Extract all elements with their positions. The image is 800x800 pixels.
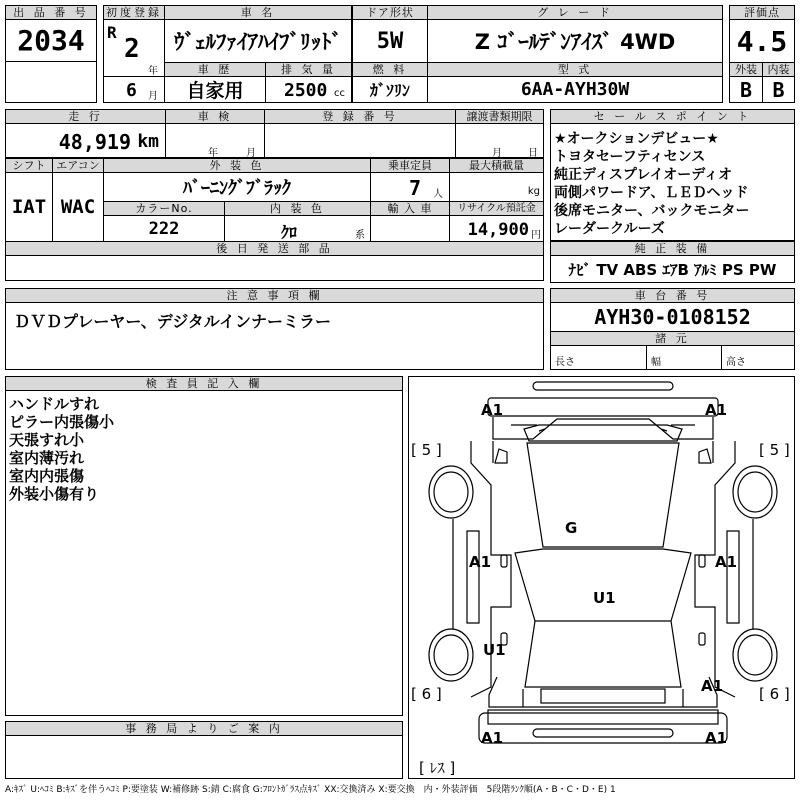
chassis-value: AYH30-0108152: [550, 302, 795, 332]
reg-month: 6: [126, 80, 137, 101]
capacity-value: 7: [409, 176, 422, 200]
interior: [224, 215, 371, 242]
sales-points: [550, 123, 795, 241]
car-name-label: 車 名: [164, 5, 352, 20]
fuel-value: ｶﾞｿﾘﾝ: [352, 76, 428, 103]
interior-label: 内 装 色: [224, 201, 371, 216]
sales-line: 後席モニター、バックモニター: [554, 203, 750, 219]
car-name: ｳﾞｪﾙﾌｧｲｱﾊｲﾌﾞﾘｯﾄﾞ: [164, 19, 352, 63]
door-value: 5W: [352, 19, 428, 63]
reg-month-unit: 月: [148, 91, 158, 102]
import-label: 輸 入 車: [370, 201, 450, 216]
sales-label: セ ー ル ス ポ イ ン ト: [550, 109, 795, 124]
displacement: [265, 76, 352, 103]
displacement-unit: cc: [334, 88, 345, 99]
shift-label: シフト: [5, 158, 53, 173]
tire-front-left: [ 5 ]: [411, 441, 442, 459]
height-cell: [721, 345, 795, 370]
first-reg-label: 初度登録: [103, 5, 165, 20]
recycle: [449, 215, 544, 242]
tire-rear-left: [ 6 ]: [411, 685, 442, 703]
recycle-unit: 円: [531, 230, 541, 241]
sales-line: レーダークルーズ: [554, 221, 665, 237]
grade-value: Z ｺﾞｰﾙﾃﾞﾝｱｲｽﾞ 4WD: [427, 19, 723, 63]
later-parts-value: [5, 255, 544, 281]
reg-year: 2: [124, 34, 140, 64]
equipment-value: ﾅﾋﾞ TV ABS ｴｱB ｱﾙﾐ PS PW: [550, 255, 795, 283]
displacement-label: 排 気 量: [265, 62, 352, 77]
later-parts-label: 後 日 発 送 部 品: [5, 241, 544, 256]
fuel-label: 燃 料: [352, 62, 428, 77]
inspector-line: 室内薄汚れ: [9, 449, 85, 467]
payload-unit: kg: [527, 186, 540, 197]
history-label: 車 歴: [164, 62, 266, 77]
equipment-label: 純 正 装 備: [550, 241, 795, 256]
inspector-line: ピラー内張傷小: [9, 413, 115, 431]
length-label: 長さ: [555, 357, 575, 368]
mark-side-right: A1: [715, 553, 738, 571]
mark-bottom-left: A1: [481, 729, 504, 747]
notes-label: 注 意 事 項 欄: [5, 288, 544, 303]
capacity: [370, 172, 450, 202]
mark-bottom-right: A1: [705, 729, 728, 747]
chassis-label: 車 台 番 号: [550, 288, 795, 303]
ext-value: B: [729, 76, 763, 103]
lot-number-label: 出 品 番 号: [5, 5, 97, 20]
mark-rear-left: U1: [483, 641, 506, 659]
office-box: [5, 735, 403, 779]
inspector-label: 検 査 員 記 入 欄: [5, 376, 403, 391]
mileage-value: 48,919: [58, 130, 131, 154]
lot-number: 2034: [5, 19, 97, 62]
displacement-value: 2500: [284, 80, 328, 101]
spare-tire: [ ﾚｽ ]: [419, 759, 456, 777]
height-label: 高さ: [726, 357, 746, 368]
reg-no-value: [264, 123, 456, 158]
ext-label: 外装: [729, 62, 763, 77]
office-label: 事 務 局 よ り ご 案 内: [5, 721, 403, 736]
import-value: [370, 215, 450, 242]
transfer-month-unit: 月: [492, 148, 502, 158]
sales-line: 両側パワードア、ＬＥＤヘッド: [554, 185, 749, 201]
mark-front-left: A1: [481, 401, 504, 419]
mark-rear-right: A1: [701, 677, 724, 695]
inspector-line: ハンドルすれ: [9, 395, 100, 413]
capacity-label: 乗車定員: [370, 158, 450, 173]
reg-no-label: 登 録 番 号: [264, 109, 456, 124]
recycle-value: 14,900: [467, 220, 529, 240]
lot-number-blank: [5, 61, 97, 103]
payload-label: 最大積載量: [449, 158, 544, 173]
inspection-month-unit: 月: [246, 148, 256, 158]
payload: [449, 172, 544, 202]
inspection-label: 車 検: [165, 109, 265, 124]
transfer: [455, 123, 544, 158]
recycle-label: リサイクル預託金: [449, 201, 544, 216]
length-cell: [550, 345, 647, 370]
era: R: [107, 23, 117, 42]
mileage-label: 走 行: [5, 109, 166, 124]
mileage-unit: km: [137, 131, 159, 152]
inspector-line: 室内内張傷: [9, 467, 85, 485]
mark-front-right: A1: [705, 401, 728, 419]
mileage: [5, 123, 166, 158]
car-outline: [409, 377, 796, 780]
door-label: ドア形状: [352, 5, 428, 20]
sales-line: トヨタセーフティセンス: [554, 149, 706, 165]
int-value: B: [762, 76, 795, 103]
sales-line: 純正ディスプレイオーディオ: [554, 167, 733, 183]
color-no-label: カラーNo.: [103, 201, 225, 216]
sales-line: ★オークションデビュー★: [554, 131, 719, 147]
inspection-year-unit: 年: [208, 148, 218, 158]
inspector-line: 天張すれ小: [9, 431, 85, 449]
width-label: 幅: [651, 357, 661, 368]
score-label: 評価点: [729, 5, 795, 20]
inspector-box: [5, 390, 403, 716]
notes-box: [5, 302, 544, 370]
score-value: 4.5: [729, 19, 795, 63]
ac-value: WAC: [52, 172, 104, 242]
color-no-value: 222: [103, 215, 225, 242]
model-value: 6AA-AYH30W: [427, 76, 723, 103]
grade-label: グ レ ー ド: [427, 5, 723, 20]
mark-roof: G: [565, 519, 578, 537]
transfer-day-unit: 日: [528, 148, 538, 158]
tire-rear-right: [ 6 ]: [759, 685, 790, 703]
transfer-label: 譲渡書類期限: [455, 109, 544, 124]
tire-front-right: [ 5 ]: [759, 441, 790, 459]
color-value: ﾊﾞｰﾆﾝｸﾞﾌﾞﾗｯｸ: [103, 172, 371, 202]
width-cell: [646, 345, 722, 370]
shift-value: IAT: [5, 172, 53, 242]
first-reg-month: [103, 76, 165, 103]
notes-value: ＤＶＤプレーヤー、デジタルインナーミラー: [14, 312, 331, 331]
history-value: 自家用: [164, 76, 266, 103]
mark-side-left: A1: [469, 553, 492, 571]
interior-value: ｸﾛ: [281, 223, 298, 242]
inspection: [165, 123, 265, 158]
damage-diagram: [408, 376, 795, 779]
mark-center: U1: [593, 589, 616, 607]
reg-year-unit: 年: [148, 66, 158, 77]
capacity-unit: 人: [433, 189, 443, 200]
dims-label: 諸 元: [550, 331, 795, 346]
color-label: 外 装 色: [103, 158, 371, 173]
first-reg-year: [103, 19, 165, 77]
inspector-line: 外装小傷有り: [9, 485, 100, 503]
legend: A:ｷｽﾞ U:ﾍｺﾐ B:ｷｽﾞを伴うﾍｺﾐ P:要塗装 W:補修跡 S:錆 C:腐食 G:ﾌﾛﾝﾄｶﾞﾗｽ点ｷｽﾞ XX:交換済み X:要交換 内・外装評価 5段階ﾗﾝｸ順(A・B・C・D・E) 1: [5, 785, 616, 795]
model-label: 型 式: [427, 62, 723, 77]
int-label: 内装: [762, 62, 795, 77]
ac-label: エアコン: [52, 158, 104, 173]
interior-unit: 系: [355, 230, 365, 241]
